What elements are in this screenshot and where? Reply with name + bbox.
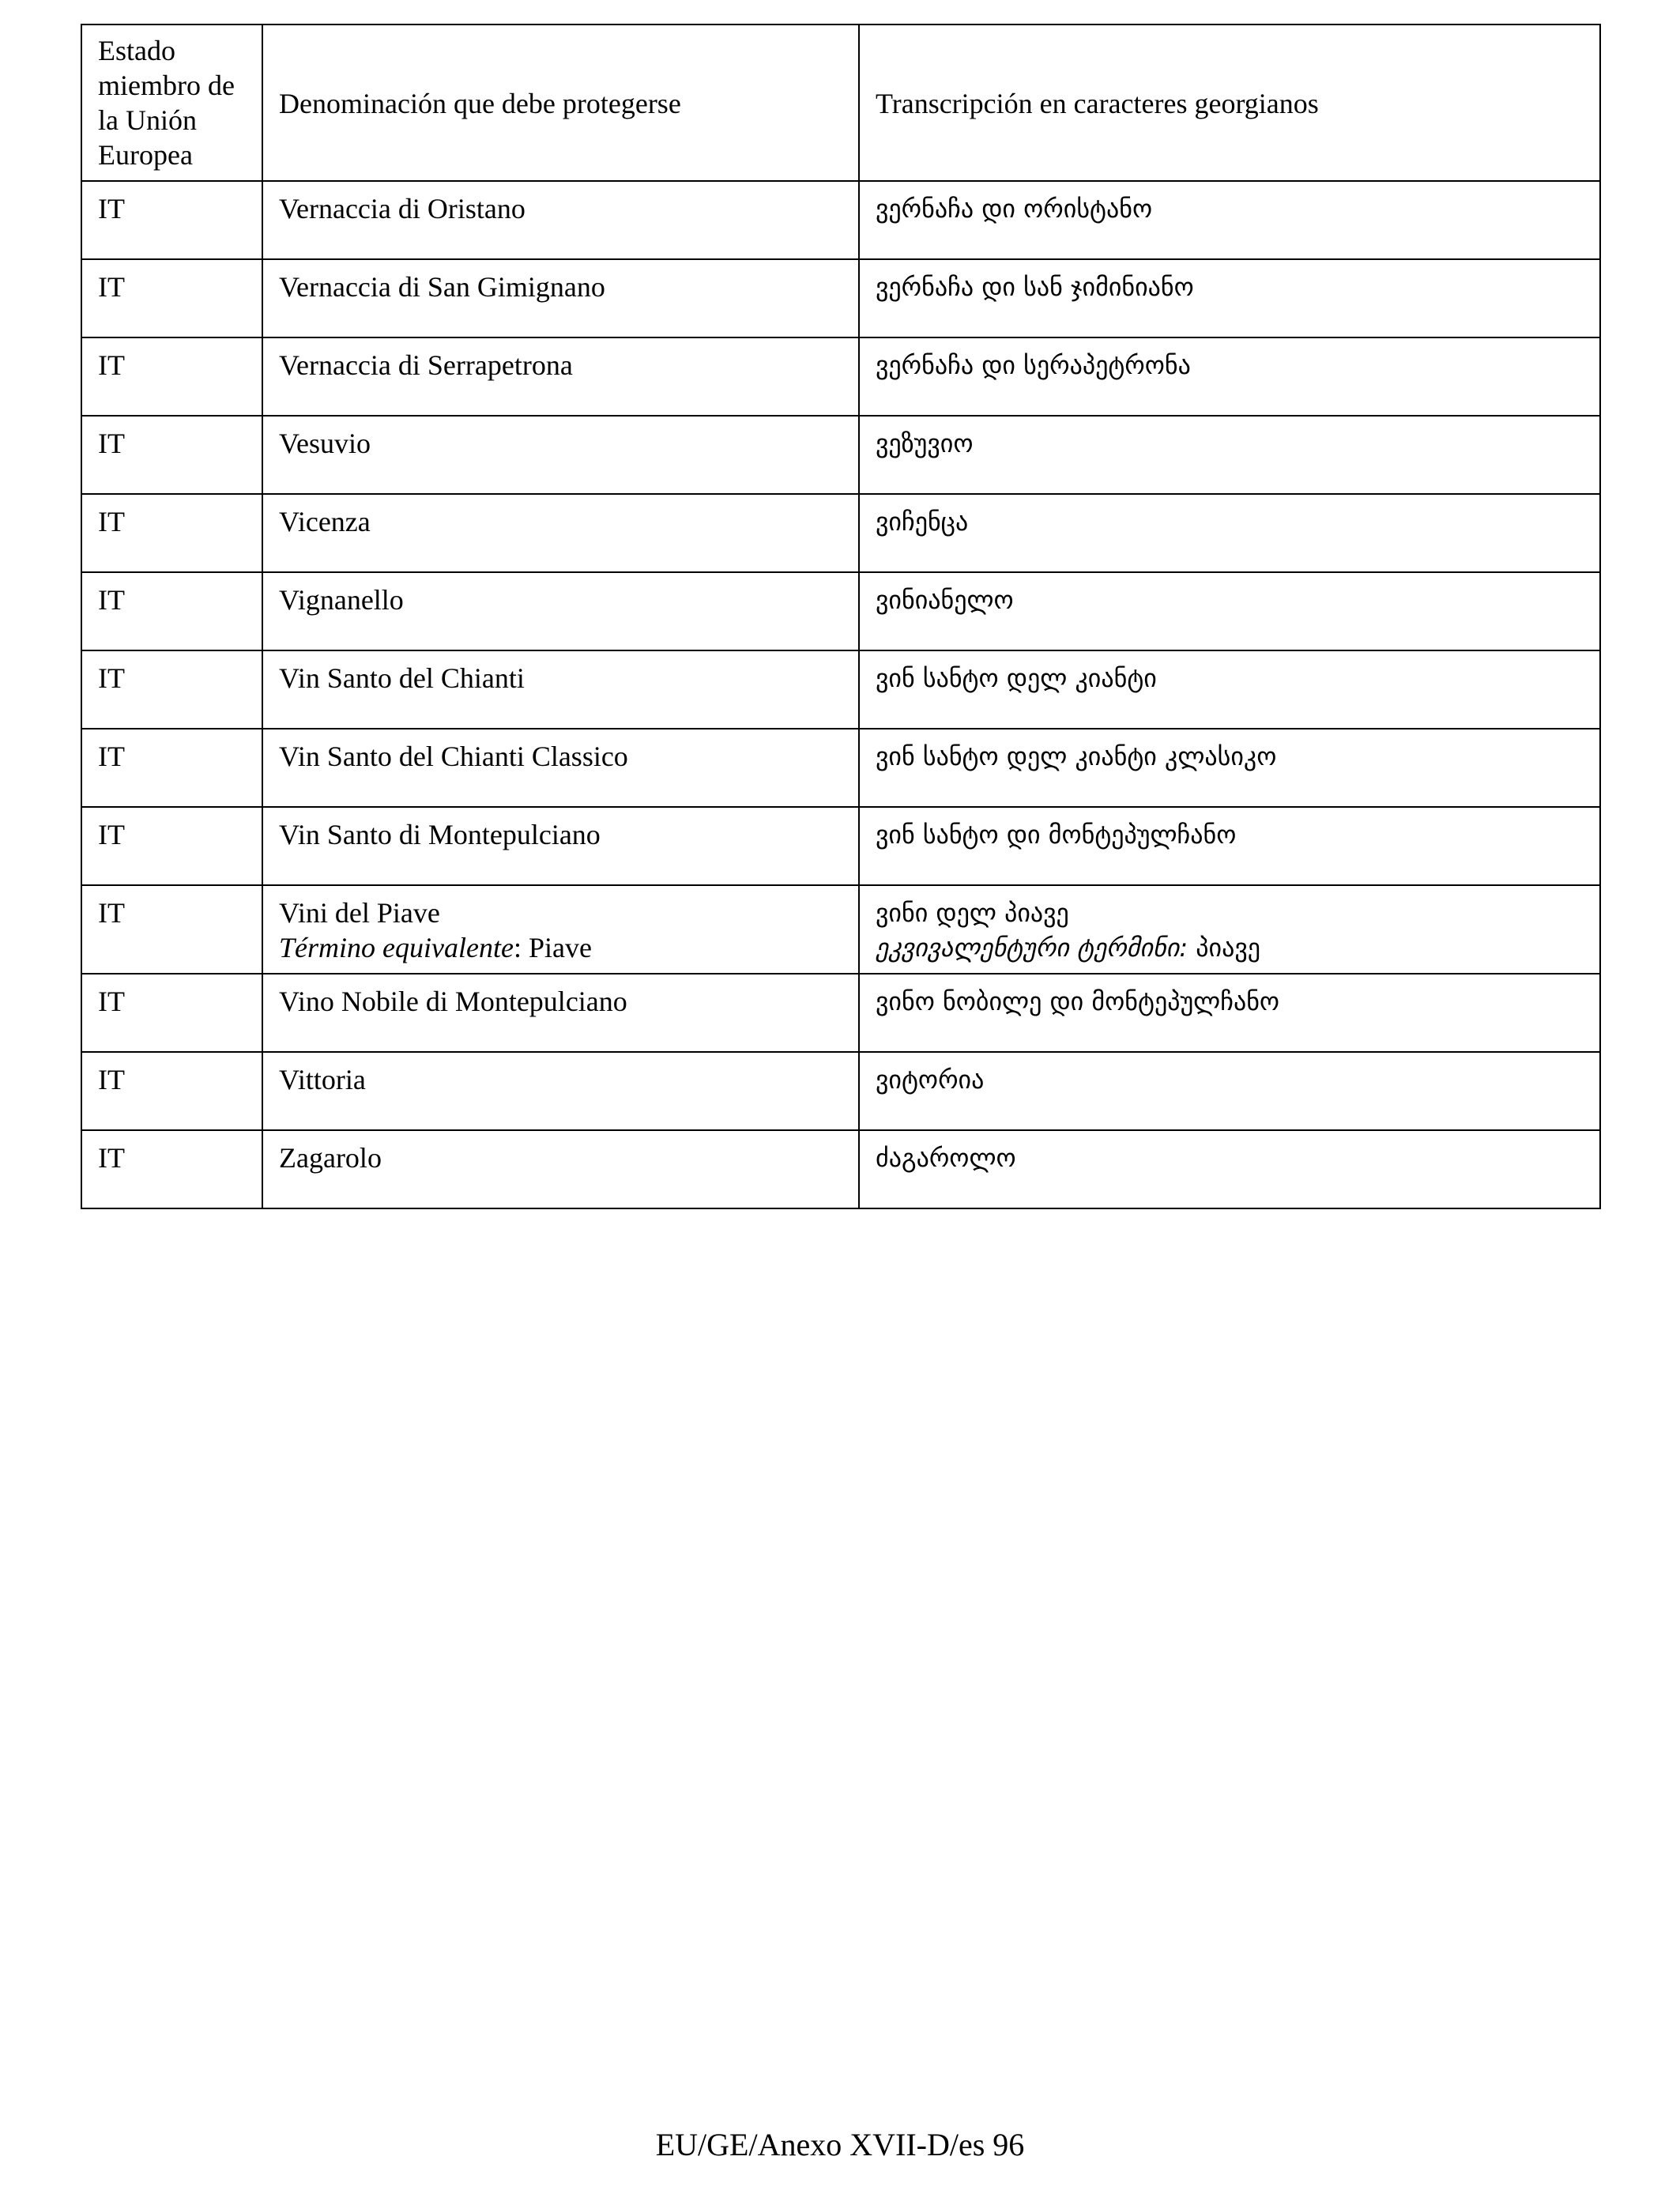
transcription-cell: ვერნაჩა დი სან ჯიმინიანო xyxy=(859,259,1600,337)
state-cell: IT xyxy=(81,974,262,1052)
state-cell: IT xyxy=(81,259,262,337)
table-row xyxy=(81,885,1600,974)
state-cell: IT xyxy=(81,807,262,885)
name-cell: Vittoria xyxy=(262,1052,859,1130)
name-cell: Vino Nobile di Montepulciano xyxy=(262,974,859,1052)
state-cell: IT xyxy=(81,1130,262,1208)
transcription-cell: ვინო ნობილე დი მონტეპულჩანო xyxy=(859,974,1600,1052)
transcription-cell xyxy=(859,885,1600,974)
table-row xyxy=(81,416,1600,494)
equivalent-term-line xyxy=(279,930,842,965)
table-row xyxy=(81,494,1600,572)
header-name: Denominación que debe protegerse xyxy=(262,25,859,181)
name-cell xyxy=(262,885,859,974)
table-row xyxy=(81,650,1600,729)
state-cell: IT xyxy=(81,416,262,494)
header-state: Estado miembro de la Unión Europea xyxy=(81,25,262,181)
table-row xyxy=(81,1052,1600,1130)
name-text: Vini del Piave xyxy=(279,897,440,929)
name-cell: Vernaccia di Oristano xyxy=(262,181,859,259)
equivalent-term-value: Piave xyxy=(528,932,592,963)
name-cell: Vernaccia di San Gimignano xyxy=(262,259,859,337)
table-row xyxy=(81,572,1600,650)
transcription-cell: ვინიანელო xyxy=(859,572,1600,650)
transcription-cell: ვინ სანტო დელ კიანტი კლასიკო xyxy=(859,729,1600,807)
name-cell: Vicenza xyxy=(262,494,859,572)
transcription-cell: ვინ სანტო დი მონტეპულჩანო xyxy=(859,807,1600,885)
geographical-indications-table xyxy=(81,24,1601,1209)
state-cell: IT xyxy=(81,337,262,416)
page-footer-reference: EU/GE/Anexo XVII-D/es 96 xyxy=(655,2127,1025,2162)
equivalent-term-separator: : xyxy=(513,932,529,963)
transcription-cell: ვიჩენცა xyxy=(859,494,1600,572)
table-row xyxy=(81,181,1600,259)
transcription-cell: ვიტორია xyxy=(859,1052,1600,1130)
name-cell: Vignanello xyxy=(262,572,859,650)
table-row xyxy=(81,1130,1600,1208)
state-cell: IT xyxy=(81,885,262,974)
transcription-cell: ვერნაჩა დი სერაპეტრონა xyxy=(859,337,1600,416)
table-row xyxy=(81,337,1600,416)
name-cell: Vin Santo del Chianti xyxy=(262,650,859,729)
state-cell: IT xyxy=(81,181,262,259)
state-cell: IT xyxy=(81,1052,262,1130)
transcription-cell: ვეზუვიო xyxy=(859,416,1600,494)
name-cell: Vin Santo del Chianti Classico xyxy=(262,729,859,807)
transcription-text: ვინი დელ პიავე xyxy=(876,898,1069,928)
table-row xyxy=(81,259,1600,337)
table-row xyxy=(81,729,1600,807)
table-header-row xyxy=(81,25,1600,181)
name-cell: Vin Santo di Montepulciano xyxy=(262,807,859,885)
name-cell: Vernaccia di Serrapetrona xyxy=(262,337,859,416)
table-row xyxy=(81,974,1600,1052)
header-transcription: Transcripción en caracteres georgianos xyxy=(859,25,1600,181)
state-cell: IT xyxy=(81,650,262,729)
equivalent-term-value-ka: პიავე xyxy=(1196,933,1260,963)
equivalent-term-label-ka: ეკვივალენტური ტერმინი: xyxy=(876,933,1188,963)
state-cell: IT xyxy=(81,572,262,650)
state-cell: IT xyxy=(81,729,262,807)
transcription-cell: ვერნაჩა დი ორისტანო xyxy=(859,181,1600,259)
transcription-cell: ვინ სანტო დელ კიანტი xyxy=(859,650,1600,729)
state-cell: IT xyxy=(81,494,262,572)
equivalent-term-label: Término equivalente xyxy=(279,932,514,963)
name-cell: Vesuvio xyxy=(262,416,859,494)
transcription-cell: ძაგაროლო xyxy=(859,1130,1600,1208)
equivalent-term-line-ka xyxy=(876,930,1584,965)
name-cell: Zagarolo xyxy=(262,1130,859,1208)
table-row xyxy=(81,807,1600,885)
